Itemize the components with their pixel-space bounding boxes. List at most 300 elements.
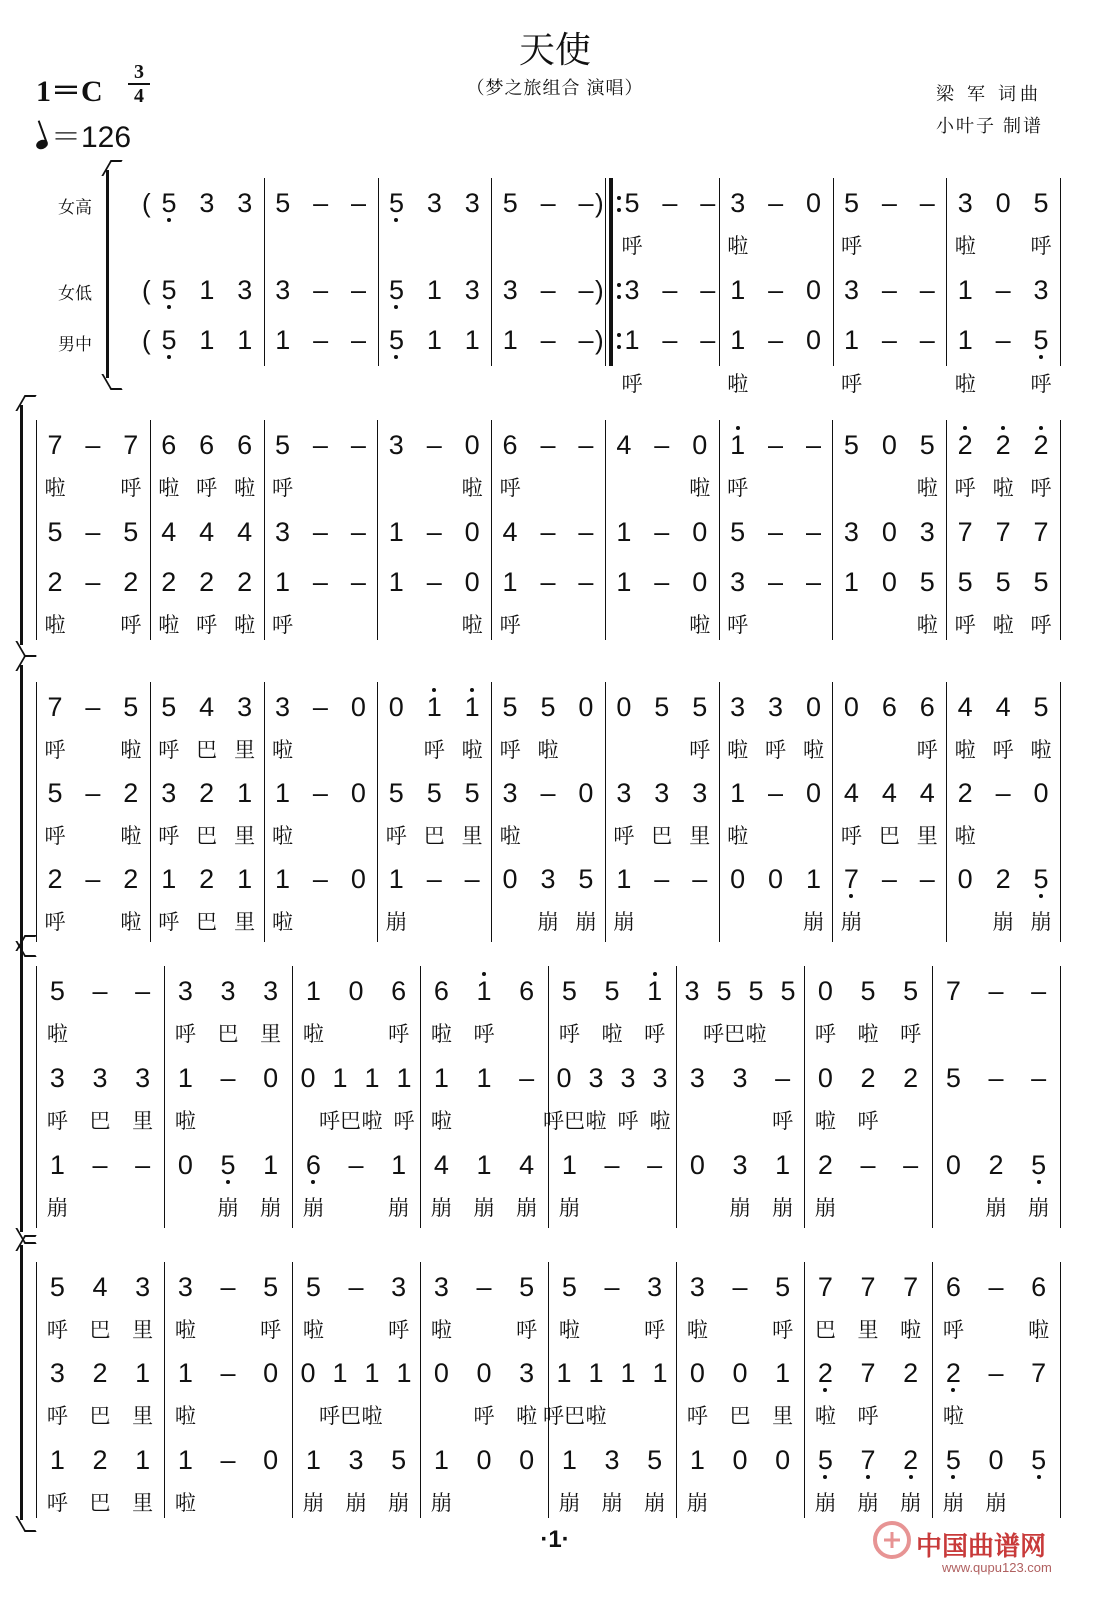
- lyric-syllable: 啦: [361, 1405, 383, 1428]
- note-5: 5: [692, 692, 708, 722]
- sustain-dash: –: [768, 517, 784, 547]
- note-1: 1: [460, 692, 484, 722]
- note-3: 3: [263, 976, 279, 1006]
- lyric-syllable: 呼: [686, 1405, 708, 1428]
- note-0: 0: [881, 517, 897, 547]
- note-1: 1: [177, 1063, 193, 1093]
- note-3: 3: [388, 430, 404, 460]
- lyric-syllable: 呼: [196, 614, 218, 637]
- sustain-dash: –: [988, 1063, 1004, 1093]
- barline: [946, 178, 947, 366]
- note-6: 6: [1031, 1272, 1047, 1302]
- lyric-syllable: 呼: [174, 1023, 196, 1046]
- barline: [804, 1262, 805, 1518]
- note-0: 0: [350, 778, 366, 808]
- barline: [264, 420, 265, 640]
- sustain-dash: –: [220, 1272, 236, 1302]
- note-5: 5: [995, 567, 1011, 597]
- lyric-syllable: 崩: [772, 1197, 794, 1220]
- barline: [1060, 682, 1061, 942]
- note-6: 6: [433, 976, 449, 1006]
- lyric-syllable: 呼: [158, 825, 180, 848]
- lyric-syllable: 啦: [461, 739, 483, 762]
- time-signature: [128, 62, 150, 106]
- note-0: 0: [689, 1358, 705, 1388]
- lyric-syllable: 里: [234, 911, 256, 934]
- lyric-syllable: 呼: [689, 739, 711, 762]
- sustain-dash: –: [1031, 976, 1047, 1006]
- note-3: 3: [620, 1063, 636, 1093]
- octave-dot-below: [226, 1180, 230, 1184]
- barline: [164, 1262, 165, 1518]
- lyric-syllable: 啦: [272, 911, 294, 934]
- sustain-dash: –: [995, 275, 1011, 305]
- note-0: 0: [464, 430, 480, 460]
- sustain-dash: –: [540, 517, 556, 547]
- note-2: 2: [123, 778, 139, 808]
- performer-subtitle: （梦之旅组合 演唱）: [466, 78, 644, 98]
- sustain-dash: –: [919, 325, 935, 355]
- barline: [932, 1262, 933, 1518]
- sustain-dash: –: [768, 778, 784, 808]
- note-1: 1: [263, 1150, 279, 1180]
- note-5: 5: [157, 275, 181, 305]
- note-3: 3: [348, 1445, 364, 1475]
- note-0: 0: [817, 976, 833, 1006]
- sustain-dash: –: [135, 1150, 151, 1180]
- note-5: 5: [647, 1445, 663, 1475]
- note-3: 3: [730, 567, 746, 597]
- note-3: 3: [689, 1272, 705, 1302]
- lyric-syllable: 呼: [158, 911, 180, 934]
- sustain-dash: –: [995, 778, 1011, 808]
- sustain-dash: –: [351, 325, 367, 355]
- lyric-syllable: 崩: [644, 1492, 666, 1515]
- lyric-syllable: 呼巴: [703, 1023, 745, 1046]
- sustain-dash: –: [1031, 1063, 1047, 1093]
- note-0: 0: [843, 692, 859, 722]
- note-3: 3: [237, 692, 253, 722]
- lyric-syllable: 啦: [649, 1110, 671, 1133]
- lyric-syllable: 崩: [814, 1197, 836, 1220]
- lyric-syllable: 崩: [537, 911, 559, 934]
- note-4: 4: [616, 430, 632, 460]
- sustain-dash: –: [700, 188, 716, 218]
- barline: [377, 682, 378, 942]
- lyric-syllable: 啦: [174, 1110, 196, 1133]
- sustain-dash: –: [351, 188, 367, 218]
- note-2: 2: [957, 778, 973, 808]
- lyric-syllable: 呼: [621, 373, 643, 396]
- octave-dot-above: [653, 972, 657, 976]
- note-0: 0: [806, 275, 822, 305]
- lyric-syllable: 啦: [916, 614, 938, 637]
- note-0: 0: [177, 1150, 193, 1180]
- lyric-syllable: 啦: [174, 1319, 196, 1342]
- paren-close: ): [595, 275, 604, 305]
- lyric-syllable: 呼: [765, 739, 787, 762]
- note-1: 1: [364, 1063, 380, 1093]
- sustain-dash: –: [654, 864, 670, 894]
- barline: [548, 966, 549, 1228]
- note-3: 3: [275, 275, 291, 305]
- note-3: 3: [692, 778, 708, 808]
- sustain-dash: –: [92, 976, 108, 1006]
- note-5: 5: [561, 976, 577, 1006]
- sustain-dash: –: [604, 1272, 620, 1302]
- sustain-dash: –: [313, 325, 329, 355]
- note-2: 2: [860, 1063, 876, 1093]
- note-2: 2: [817, 1150, 833, 1180]
- barline: [292, 966, 293, 1228]
- note-3: 3: [49, 1063, 65, 1093]
- lyric-syllable: 巴: [729, 1405, 751, 1428]
- note-0: 0: [881, 430, 897, 460]
- barline: [932, 966, 933, 1228]
- sustain-dash: –: [220, 1445, 236, 1475]
- lyric-syllable: 呼: [644, 1319, 666, 1342]
- note-4: 4: [843, 778, 859, 808]
- note-1: 1: [135, 1445, 151, 1475]
- note-0: 0: [775, 1445, 791, 1475]
- lyric-syllable: 啦: [272, 739, 294, 762]
- lyric-syllable: 崩: [473, 1197, 495, 1220]
- lyric-syllable: 啦: [302, 1319, 324, 1342]
- lyric-syllable: 呼: [857, 1110, 879, 1133]
- arranger-credit: 小叶子 制谱: [936, 116, 1044, 136]
- sustain-dash: –: [988, 1358, 1004, 1388]
- lyric-syllable: 崩: [430, 1492, 452, 1515]
- lyric-syllable: 里: [132, 1110, 154, 1133]
- watermark-url: www.qupu123.com: [942, 1560, 1052, 1575]
- note-2: 2: [199, 567, 215, 597]
- note-0: 0: [464, 517, 480, 547]
- system-bracket: [20, 1245, 31, 1520]
- lyric-syllable: 啦: [234, 477, 256, 500]
- note-5: 5: [388, 778, 404, 808]
- lyric-syllable: 啦: [727, 235, 749, 258]
- barline: [605, 682, 606, 942]
- note-5: 5: [775, 1272, 791, 1302]
- sustain-dash: –: [700, 275, 716, 305]
- note-0: 0: [578, 778, 594, 808]
- note-1: 1: [426, 325, 442, 355]
- note-5: 5: [49, 1272, 65, 1302]
- lyric-syllable: 呼巴: [543, 1110, 585, 1133]
- note-3: 3: [220, 976, 236, 1006]
- lyric-syllable: 啦: [745, 1023, 767, 1046]
- note-2: 2: [199, 864, 215, 894]
- lyric-syllable: 呼: [388, 1319, 410, 1342]
- lyric-syllable: 巴: [89, 1110, 111, 1133]
- note-5: 5: [1027, 1150, 1051, 1180]
- octave-dot-below: [167, 355, 171, 359]
- system-bracket-tick: [101, 374, 122, 390]
- sustain-dash: –: [85, 430, 101, 460]
- lyric-syllable: 啦: [689, 614, 711, 637]
- sustain-dash: –: [85, 567, 101, 597]
- sustain-dash: –: [662, 275, 678, 305]
- note-1: 1: [726, 430, 750, 460]
- lyric-syllable: 啦: [992, 477, 1014, 500]
- barline: [36, 1262, 37, 1518]
- note-0: 0: [732, 1358, 748, 1388]
- note-3: 3: [237, 188, 253, 218]
- sustain-dash: –: [662, 325, 678, 355]
- sustain-dash: –: [700, 325, 716, 355]
- lyric-syllable: 崩: [1030, 911, 1052, 934]
- lyric-syllable: 崩: [857, 1492, 879, 1515]
- octave-dot-below: [823, 1388, 827, 1392]
- note-0: 0: [556, 1063, 572, 1093]
- note-5: 5: [654, 692, 670, 722]
- note-1: 1: [391, 1150, 407, 1180]
- note-3: 3: [92, 1063, 108, 1093]
- note-4: 4: [433, 1150, 449, 1180]
- note-3: 3: [732, 1063, 748, 1093]
- lyric-syllable: 啦: [954, 825, 976, 848]
- sustain-dash: –: [519, 1063, 535, 1093]
- sustain-dash: –: [860, 1150, 876, 1180]
- note-1: 1: [652, 1358, 668, 1388]
- barline: [150, 420, 151, 640]
- note-1: 1: [426, 275, 442, 305]
- sustain-dash: –: [464, 864, 480, 894]
- note-1: 1: [843, 567, 859, 597]
- note-1: 1: [396, 1063, 412, 1093]
- note-2: 2: [92, 1358, 108, 1388]
- sustain-dash: –: [919, 188, 935, 218]
- note-0: 0: [805, 778, 821, 808]
- lyric-syllable: 巴: [814, 1319, 836, 1342]
- lyric-syllable: 里: [857, 1319, 879, 1342]
- sustain-dash: –: [881, 325, 897, 355]
- sustain-dash: –: [348, 1150, 364, 1180]
- sustain-dash: –: [919, 864, 935, 894]
- lyric-syllable: 啦: [727, 825, 749, 848]
- octave-dot-above: [736, 426, 740, 430]
- note-4: 4: [199, 517, 215, 547]
- sustain-dash: –: [348, 1272, 364, 1302]
- sustain-dash: –: [426, 430, 442, 460]
- octave-dot-below: [167, 305, 171, 309]
- note-5: 5: [47, 517, 63, 547]
- lyric-syllable: 巴: [89, 1319, 111, 1342]
- sustain-dash: –: [578, 325, 594, 355]
- lyric-syllable: 呼: [388, 1023, 410, 1046]
- sustain-dash: –: [647, 1150, 663, 1180]
- octave-dot-above: [482, 972, 486, 976]
- note-0: 0: [476, 1445, 492, 1475]
- note-1: 1: [49, 1445, 65, 1475]
- octave-dot-below: [909, 1475, 913, 1479]
- note-0: 0: [732, 1445, 748, 1475]
- barline: [264, 682, 265, 942]
- lyric-syllable: 崩: [302, 1197, 324, 1220]
- lyric-syllable: 呼: [900, 1023, 922, 1046]
- barline: [719, 420, 720, 640]
- note-5: 5: [813, 1445, 837, 1475]
- lyric-syllable: 崩: [601, 1492, 623, 1515]
- lyric-syllable: 啦: [954, 235, 976, 258]
- sustain-dash: –: [768, 430, 784, 460]
- note-7: 7: [47, 430, 63, 460]
- note-1: 1: [843, 325, 859, 355]
- note-3: 3: [464, 188, 480, 218]
- note-5: 5: [540, 692, 556, 722]
- lyric-syllable: 巴: [423, 825, 445, 848]
- lyric-syllable: 呼: [44, 911, 66, 934]
- note-5: 5: [502, 188, 518, 218]
- sustain-dash: –: [312, 692, 328, 722]
- sustain-dash: –: [85, 692, 101, 722]
- note-3: 3: [502, 275, 518, 305]
- note-3: 3: [502, 778, 518, 808]
- note-5: 5: [624, 188, 640, 218]
- note-6: 6: [301, 1150, 325, 1180]
- sustain-dash: –: [85, 778, 101, 808]
- note-5: 5: [161, 692, 177, 722]
- lyric-syllable: 啦: [686, 1319, 708, 1342]
- voice-label-soprano: 女高: [58, 198, 92, 217]
- lyric-syllable: 啦: [558, 1319, 580, 1342]
- lyric-syllable: 啦: [689, 477, 711, 500]
- note-3: 3: [616, 778, 632, 808]
- octave-dot-above: [432, 688, 436, 692]
- note-7: 7: [860, 1358, 876, 1388]
- sustain-dash: –: [351, 275, 367, 305]
- note-2: 2: [899, 1445, 923, 1475]
- note-0: 0: [692, 517, 708, 547]
- note-1: 1: [305, 976, 321, 1006]
- note-5: 5: [391, 1445, 407, 1475]
- lyric-syllable: 呼: [1030, 373, 1052, 396]
- sustain-dash: –: [881, 864, 897, 894]
- note-0: 0: [350, 692, 366, 722]
- note-3: 3: [464, 275, 480, 305]
- note-7: 7: [945, 976, 961, 1006]
- barline: [605, 420, 606, 640]
- note-3: 3: [730, 188, 746, 218]
- note-5: 5: [843, 430, 859, 460]
- note-3: 3: [652, 1063, 668, 1093]
- sustain-dash: –: [85, 517, 101, 547]
- note-3: 3: [957, 188, 973, 218]
- barline: [832, 682, 833, 942]
- sustain-dash: –: [220, 1063, 236, 1093]
- note-2: 2: [123, 864, 139, 894]
- lyric-syllable: 巴: [878, 825, 900, 848]
- sustain-dash: –: [476, 1272, 492, 1302]
- sustain-dash: –: [135, 976, 151, 1006]
- note-5: 5: [941, 1445, 965, 1475]
- lyric-syllable: 呼: [46, 1492, 68, 1515]
- note-5: 5: [716, 976, 732, 1006]
- lyric-syllable: 呼: [916, 739, 938, 762]
- lyric-syllable: 呼: [516, 1319, 538, 1342]
- sustain-dash: –: [768, 567, 784, 597]
- lyric-syllable: 崩: [1028, 1197, 1050, 1220]
- note-1: 1: [805, 864, 821, 894]
- note-0: 0: [263, 1063, 279, 1093]
- note-5: 5: [263, 1272, 279, 1302]
- note-2: 2: [941, 1358, 965, 1388]
- note-1: 1: [689, 1445, 705, 1475]
- note-0: 0: [519, 1445, 535, 1475]
- sustain-dash: –: [578, 430, 594, 460]
- barline: [946, 420, 947, 640]
- note-5: 5: [47, 778, 63, 808]
- note-0: 0: [476, 1358, 492, 1388]
- note-1: 1: [957, 325, 973, 355]
- note-5: 5: [860, 976, 876, 1006]
- paren-close: ): [595, 188, 604, 218]
- note-4: 4: [995, 692, 1011, 722]
- composer-credit: 梁 军 词曲: [936, 84, 1043, 104]
- lyric-syllable: 啦: [430, 1110, 452, 1133]
- note-1: 1: [616, 864, 632, 894]
- sustain-dash: –: [988, 1272, 1004, 1302]
- sustain-dash: –: [92, 1150, 108, 1180]
- octave-dot-below: [1039, 894, 1043, 898]
- lyric-syllable: 崩: [900, 1492, 922, 1515]
- note-0: 0: [995, 188, 1011, 218]
- note-4: 4: [161, 517, 177, 547]
- note-5: 5: [1033, 692, 1049, 722]
- lyric-syllable: 呼: [621, 235, 643, 258]
- lyric-syllable: 啦: [537, 739, 559, 762]
- lyric-syllable: 啦: [361, 1110, 383, 1133]
- sustain-dash: –: [805, 567, 821, 597]
- note-1: 1: [305, 1445, 321, 1475]
- note-0: 0: [1033, 778, 1049, 808]
- lyric-syllable: 巴: [196, 825, 218, 848]
- note-0: 0: [578, 692, 594, 722]
- note-3: 3: [732, 1150, 748, 1180]
- note-3: 3: [433, 1272, 449, 1302]
- note-4: 4: [92, 1272, 108, 1302]
- note-5: 5: [748, 976, 764, 1006]
- lyric-syllable: 啦: [727, 739, 749, 762]
- note-1: 1: [275, 567, 291, 597]
- note-1: 1: [275, 778, 291, 808]
- lyric-syllable: 啦: [46, 1023, 68, 1046]
- lyric-syllable: 崩: [558, 1197, 580, 1220]
- barline: [36, 966, 37, 1228]
- lyric-syllable: 呼: [613, 825, 635, 848]
- sustain-dash: –: [540, 778, 556, 808]
- lyric-syllable: 里: [234, 739, 256, 762]
- lyric-syllable: 崩: [729, 1197, 751, 1220]
- lyric-syllable: 里: [132, 1492, 154, 1515]
- barline: [833, 178, 834, 366]
- note-5: 5: [157, 188, 181, 218]
- note-1: 1: [332, 1063, 348, 1093]
- note-5: 5: [123, 517, 139, 547]
- note-3: 3: [919, 517, 935, 547]
- sustain-dash: –: [662, 188, 678, 218]
- lyric-syllable: 啦: [900, 1319, 922, 1342]
- lyric-syllable: 崩: [260, 1197, 282, 1220]
- note-3: 3: [689, 1063, 705, 1093]
- lyric-syllable: 呼: [46, 1405, 68, 1428]
- note-3: 3: [647, 1272, 663, 1302]
- barline: [150, 682, 151, 942]
- sustain-dash: –: [426, 567, 442, 597]
- note-7: 7: [903, 1272, 919, 1302]
- barline: [1060, 966, 1061, 1228]
- barline: [164, 966, 165, 1228]
